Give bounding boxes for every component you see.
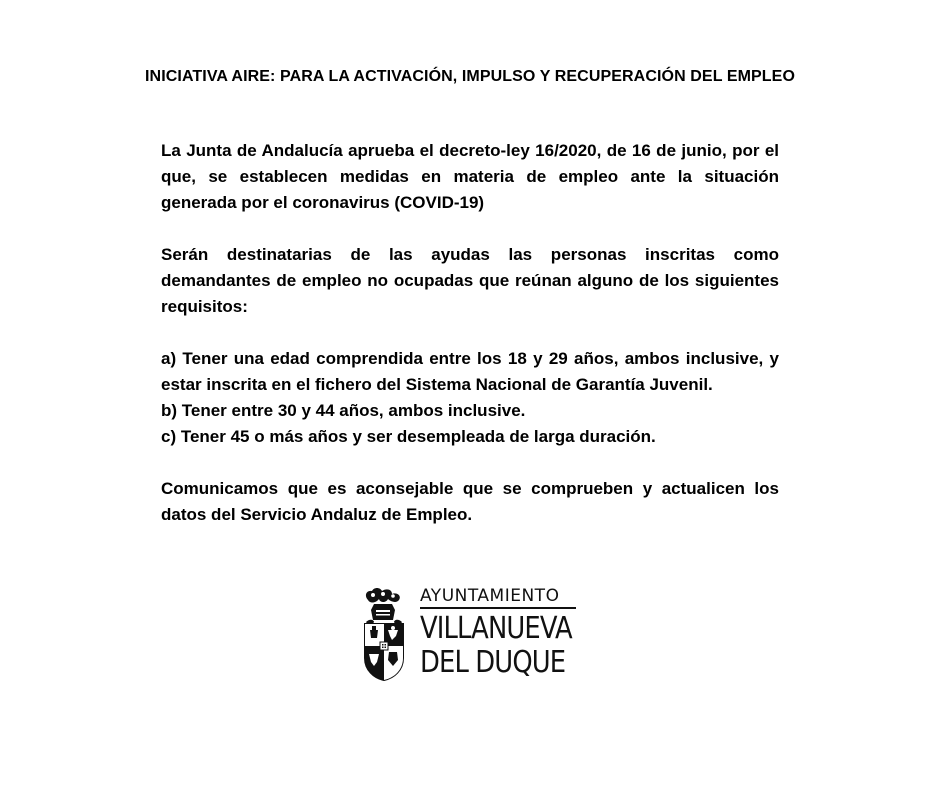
- logo-line-del-duque: DEL DUQUE: [420, 645, 566, 680]
- requirement-c: c) Tener 45 o más años y ser desempleada de larga duración.: [161, 427, 656, 446]
- town-hall-logo: [362, 586, 582, 682]
- coat-of-arms-icon: [362, 586, 406, 682]
- closing-paragraph: Comunicamos que es aconsejable que se comprueben y actualicen los datos del Servicio Andaluz de Empleo.: [161, 479, 779, 524]
- requirement-b: b) Tener entre 30 y 44 años, ambos inclusive.: [161, 401, 526, 420]
- logo-line-ayuntamiento: AYUNTAMIENTO: [420, 586, 560, 606]
- intro-paragraph: La Junta de Andalucía aprueba el decreto-ley 16/2020, de 16 de junio, por el que, se establecen medidas en materia de empleo ante la situación generada por el coronavirus (COVID-19): [161, 141, 779, 212]
- logo-line-villanueva: VILLANUEVA: [420, 611, 572, 646]
- document-title: INICIATIVA AIRE: PARA LA ACTIVACIÓN, IMPULSO Y RECUPERACIÓN DEL EMPLEO: [145, 68, 795, 85]
- logo-wordmark: [420, 586, 580, 680]
- document-body: [161, 138, 779, 554]
- recipients-paragraph: Serán destinatarias de las ayudas las personas inscritas como demandantes de empleo no ocupadas que reúnan alguno de los siguientes requisitos:: [161, 245, 779, 316]
- logo-divider: [420, 607, 576, 609]
- requirement-a: a) Tener una edad comprendida entre los 18 y 29 años, ambos inclusive, y estar inscrita en el fichero del Sistema Nacional de Garantía Juvenil.: [161, 349, 779, 394]
